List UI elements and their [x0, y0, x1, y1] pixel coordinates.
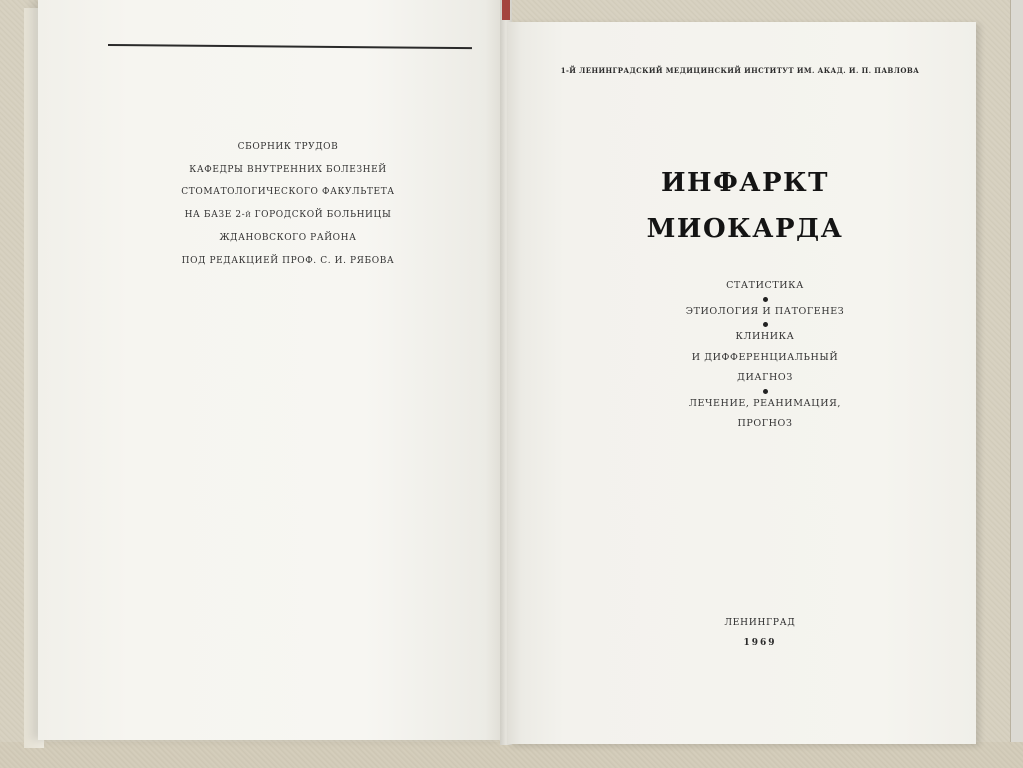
book-cover-bottom-edge — [0, 742, 1023, 768]
topic-clinic-line-2: И ДИФФЕРЕНЦИАЛЬНЫЙ — [691, 351, 839, 363]
editor-line: ПОД РЕДАКЦИЕЙ ПРОФ. С. И. РЯБОВА — [181, 255, 395, 266]
topic-treatment-line-2: ПРОГНОЗ — [737, 418, 793, 429]
publication-year: 1969 — [743, 638, 777, 648]
topic-treatment-line-1: ЛЕЧЕНИЕ, РЕАНИМАЦИЯ, — [689, 397, 841, 409]
topic-etiology: ЭТИОЛОГИЯ И ПАТОГЕНЕЗ — [685, 305, 845, 317]
title-line-1: ИНФАРКТ — [660, 168, 830, 198]
collection-line: СБОРНИК ТРУДОВ — [237, 142, 339, 152]
spine-headband — [502, 0, 510, 20]
left-page — [38, 0, 504, 740]
hospital-line: НА БАЗЕ 2-й ГОРОДСКОЙ БОЛЬНИЦЫ — [184, 210, 392, 221]
district-line: ЖДАНОВСКОГО РАЙОНА — [219, 232, 357, 243]
topic-statistics: СТАТИСТИКА — [726, 280, 804, 291]
institute-header: 1-Й ЛЕНИНГРАДСКИЙ МЕДИЦИНСКИЙ ИНСТИТУТ ИМ. АКАД. И. П. ПАВЛОВА — [560, 66, 920, 75]
publication-city: ЛЕНИНГРАД — [724, 618, 796, 628]
title-line-2: МИОКАРДА — [646, 214, 844, 244]
topic-clinic-line-3: ДИАГНОЗ — [737, 372, 793, 383]
topics-list — [640, 276, 890, 435]
left-page-text-block — [170, 136, 406, 272]
department-line: КАФЕДРЫ ВНУТРЕННИХ БОЛЕЗНЕЙ — [189, 164, 387, 175]
faculty-line: СТОМАТОЛОГИЧЕСКОГО ФАКУЛЬТЕТА — [181, 187, 395, 198]
topic-clinic-line-1: КЛИНИКА — [735, 331, 795, 342]
book-title — [620, 160, 870, 252]
